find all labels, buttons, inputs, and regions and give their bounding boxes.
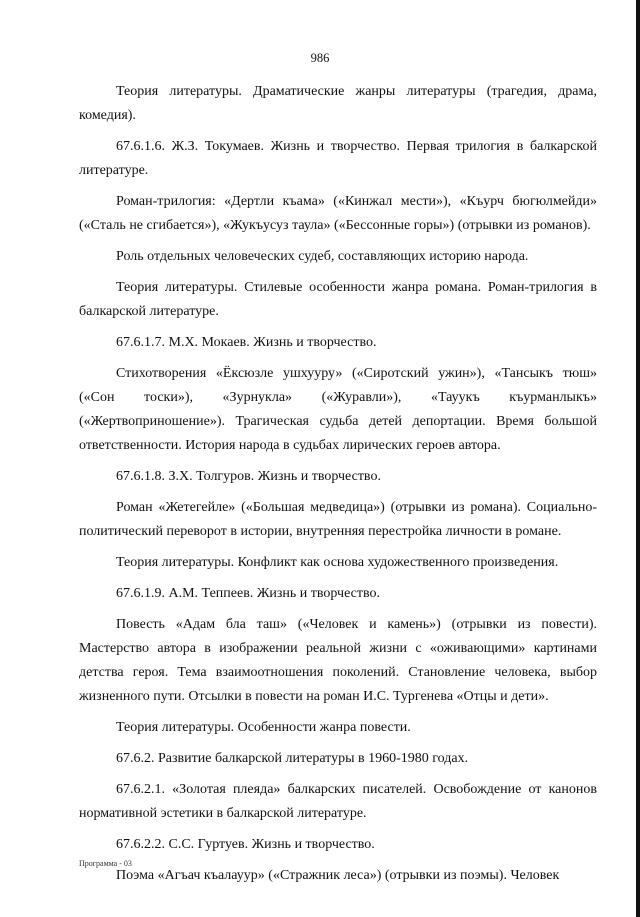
paragraph-development-heading: 67.6.2. Развитие балкарской литературы в 1960-1980 годах. [116, 751, 469, 766]
paragraph-gurtuev-heading: 67.6.2.2. С.С. Гуртуев. Жизнь и творчество. [116, 837, 375, 852]
paragraph-tokumaev-heading: 67.6.1.6. Ж.З. Токумаев. Жизнь и творчество. Первая трилогия в балкарской литературе. [79, 139, 597, 178]
paragraph-theory-story: Теория литературы. Особенности жанра повести. [116, 720, 411, 735]
scan-edge-border [636, 0, 640, 917]
paragraph-golden-pleiad: 67.6.2.1. «Золотая плеяда» балкарских писателей. Освобождение от канонов нормативной эстетики в балкарской литературе. [79, 782, 597, 821]
paragraph-teppeev-heading: 67.6.1.9. А.М. Теппеев. Жизнь и творчество. [116, 586, 380, 601]
paragraph-tokumaev-trilogy: Роман-трилогия: «Дертли къама» («Кинжал мести»), «Къурч бюгюлмейди» («Сталь не сгибается»), «Жукъусуз таула» («Бессонные горы») (отрывки из романов). [79, 194, 597, 233]
paragraph-tolgurov-heading: 67.6.1.8. З.Х. Толгуров. Жизнь и творчество. [116, 469, 381, 484]
paragraph-teppeev-story: Повесть «Адам бла таш» («Человек и камень») (отрывки из повести). Мастерство автора в изображении реальной жизни с «оживающими» картинами детства героя. Тема взаимоотношения поколений. Становление человека, выбор жизненного пути. Отсылки в повести на роман И.С. Тургенева «Отцы и дети». [79, 617, 597, 704]
paragraph-mokaev-heading: 67.6.1.7. М.Х. Мокаев. Жизнь и творчество. [116, 335, 377, 350]
paragraph-mokaev-poems: Стихотворения «Ёксюзле ушхууру» («Сиротский ужин»), «Тансыкъ тюш» («Сон тоски»), «Зурнукла» («Журавли»), «Тауукъ къурманлыкъ» («Жертвоприношение»). Трагическая судьба детей депортации. Время большой ответственности. История народа в судьбах лирических героев автора. [79, 366, 597, 453]
paragraph-theory-drama: Теория литературы. Драматические жанры литературы (трагедия, драма, комедия). [79, 84, 597, 123]
page-number: 986 [310, 51, 330, 65]
paragraph-gurtuev-poem: Поэма «Агъач къалауур» («Стражник леса») (отрывки из поэмы). Человек [116, 868, 560, 883]
paragraph-fates-role: Роль отдельных человеческих судеб, составляющих историю народа. [116, 249, 529, 264]
footer-program-label: Программа - 03 [79, 859, 132, 868]
paragraph-tolgurov-novel: Роман «Жетегейле» («Большая медведица») (отрывки из романа). Социально-политический переворот в истории, внутренняя перестройка личности в романе. [79, 500, 597, 539]
document-body [79, 80, 597, 888]
paragraph-theory-conflict: Теория литературы. Конфликт как основа художественного произведения. [116, 555, 559, 570]
paragraph-theory-novel: Теория литературы. Стилевые особенности жанра романа. Роман-трилогия в балкарской литературе. [79, 280, 597, 319]
